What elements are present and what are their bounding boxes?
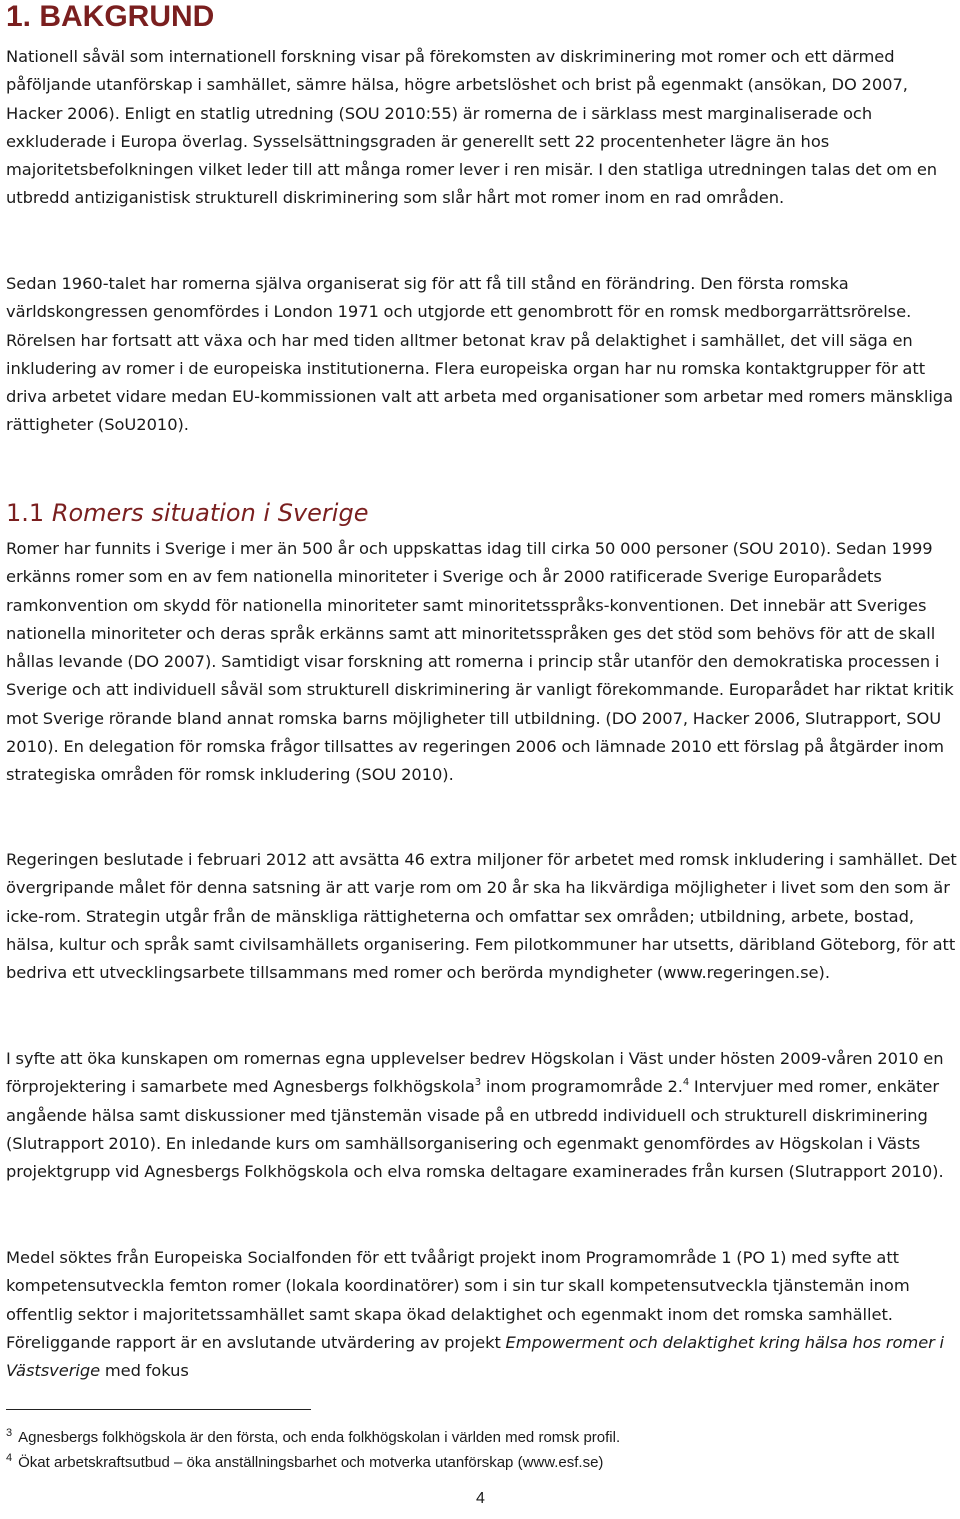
footnote-text: Agnesbergs folkhögskola är den första, och enda folkhögskolan i världen med romsk profil. <box>18 1429 621 1446</box>
footnote-4 <box>6 1448 603 1473</box>
paragraph-5-text-a: I syfte att öka kunskapen om romernas egna upplevelser bedrev Högskolan i Väst under hösten 2009-våren 2010 en förprojektering i samarbete med Agnesbergs folkhögskola <box>6 1049 944 1097</box>
footnote-number: 4 <box>6 1452 13 1464</box>
paragraph-5-text-b: inom programområde 2. <box>481 1077 683 1097</box>
paragraph-6 <box>6 1244 960 1385</box>
paragraph-3: Romer har funnits i Sverige i mer än 500 år och uppskattas idag till cirka 50 000 personer (SOU 2010). Sedan 1999 erkänns romer som en av fem nationella minoriteter i Sverige och år 2000 ratificerade Sverige Europarådets ramkonvention om skydd för nationella minoriteter samt minoritetsspråks-konventionen. Det innebär att Sveriges nationella minoriteter och deras språk erkänns samt att minoritetsspråken ges det stöd som behövs för att de skall hållas levande (DO 2007). Samtidigt visar forskning att romerna i princip står utanför den demokratiska processen i Sverige och att individuell såväl som strukturell diskriminering är vanligt förekommande. Europarådet har riktat kritik mot Sverige rörande bland annat romska barns möjligheter till utbildning. (DO 2007, Hacker 2006, Slutrapport, SOU 2010). En delegation för romska frågor tillsattes av regeringen 2006 och lämnade 2010 ett förslag på åtgärder inom strategiska områden för romsk inkludering (SOU 2010). <box>6 539 954 785</box>
footnote-ref-3: 3 <box>474 1077 482 1089</box>
paragraph-1: Nationell såväl som internationell forskning visar på förekomsten av diskriminering mot romer och ett därmed påföljande utanförskap i samhället, sämre hälsa, högre arbetslöshet och brist på egenmakt (ansökan, DO 2007, Hacker 2006). Enligt en statlig utredning (SOU 2010:55) är romerna de i särklass mest marginaliserade och exkluderade i Europa överlag. Sysselsättningsgraden är generellt sett 22 procentenheter lägre än hos majoritetsbefolkningen vilket leder till att många romer lever i ren misär. I den statliga utredningen talas det om en utbredd antiziganistisk strukturell diskriminering som slår hårt mot romer inom en rad områden. <box>6 47 938 208</box>
project-title: Empowerment och delaktighet kring hälsa hos romer i Västsverige <box>6 1332 945 1381</box>
paragraph-6-text-b: med fokus <box>100 1361 189 1381</box>
subsection-title: Romers situation i Sverige <box>51 499 369 527</box>
footnote-number: 3 <box>6 1427 13 1439</box>
footnote-3 <box>6 1423 620 1448</box>
footnote-text: Ökat arbetskraftsutbud – öka anställningsbarhet och motverka utanförskap (www.esf.se) <box>18 1454 604 1471</box>
footnote-ref-4: 4 <box>682 1077 690 1089</box>
paragraph-5 <box>6 1045 960 1186</box>
paragraph-5-text-c: Intervjuer med romer, enkäter angående hälsa samt diskussioner med tjänstemän visade på en utbredd individuell och strukturell diskriminering (Slutrapport 2010). En inledande kurs om samhällsorganisering och egenmakt genomfördes av Högskolan i Västs projektgrupp vid Agnesbergs Folkhögskola och elva romska deltagare examinerades från kursen (Slutrapport 2010). <box>6 1077 944 1182</box>
paragraph-6-text-a: Medel söktes från Europeiska Socialfonden för ett tvåårigt projekt inom Programområde 1 (PO 1) med syfte att kompetensutveckla femton romer (lokala koordinatörer) som i sin tur skall kompetensutveckla tjänstemän inom offentlig sektor i majoritetssamhället samt skapa ökad delaktighet och egenmakt inom det romska samhället. Föreliggande rapport är en avslutande utvärdering av projekt <box>6 1248 910 1352</box>
footnote-divider <box>6 1409 311 1410</box>
subsection-number: 1.1 <box>6 499 45 527</box>
page-number: 4 <box>476 1490 485 1507</box>
paragraph-2: Sedan 1960-talet har romerna själva organiserat sig för att få till stånd en förändring. Den första romska världskongressen genomfördes i London 1971 och utgjorde ett genombrott för en romsk medborgarrättsrörelse. Rörelsen har fortsatt att växa och har med tiden alltmer betonat krav på delaktighet i samhället, det vill säga en inkludering av romer i de europeiska institutionerna. Flera europeiska organ har nu romska kontaktgrupper för att driva arbetet vidare medan EU-kommissionen valt att arbeta med organisationer som arbetar med romers mänskliga rättigheter (SoU2010). <box>6 274 953 435</box>
subsection-heading <box>6 496 368 530</box>
section-heading: 1. BAKGRUND <box>6 0 215 33</box>
paragraph-4: Regeringen beslutade i februari 2012 att avsätta 46 extra miljoner för arbetet med romsk inkludering i samhället. Det övergripande målet för denna satsning är att varje rom om 20 år ska ha likvärdiga möjligheter i livet som den som är icke-rom. Strategin utgår från de mänskliga rättigheterna och omfattar sex områden; utbildning, arbete, bostad, hälsa, kultur och språk samt civilsamhällets organisering. Fem pilotkommuner har utsetts, däribland Göteborg, för att bedriva ett utvecklingsarbete tillsammans med romer och berörda myndigheter (www.regeringen.se). <box>6 850 957 983</box>
